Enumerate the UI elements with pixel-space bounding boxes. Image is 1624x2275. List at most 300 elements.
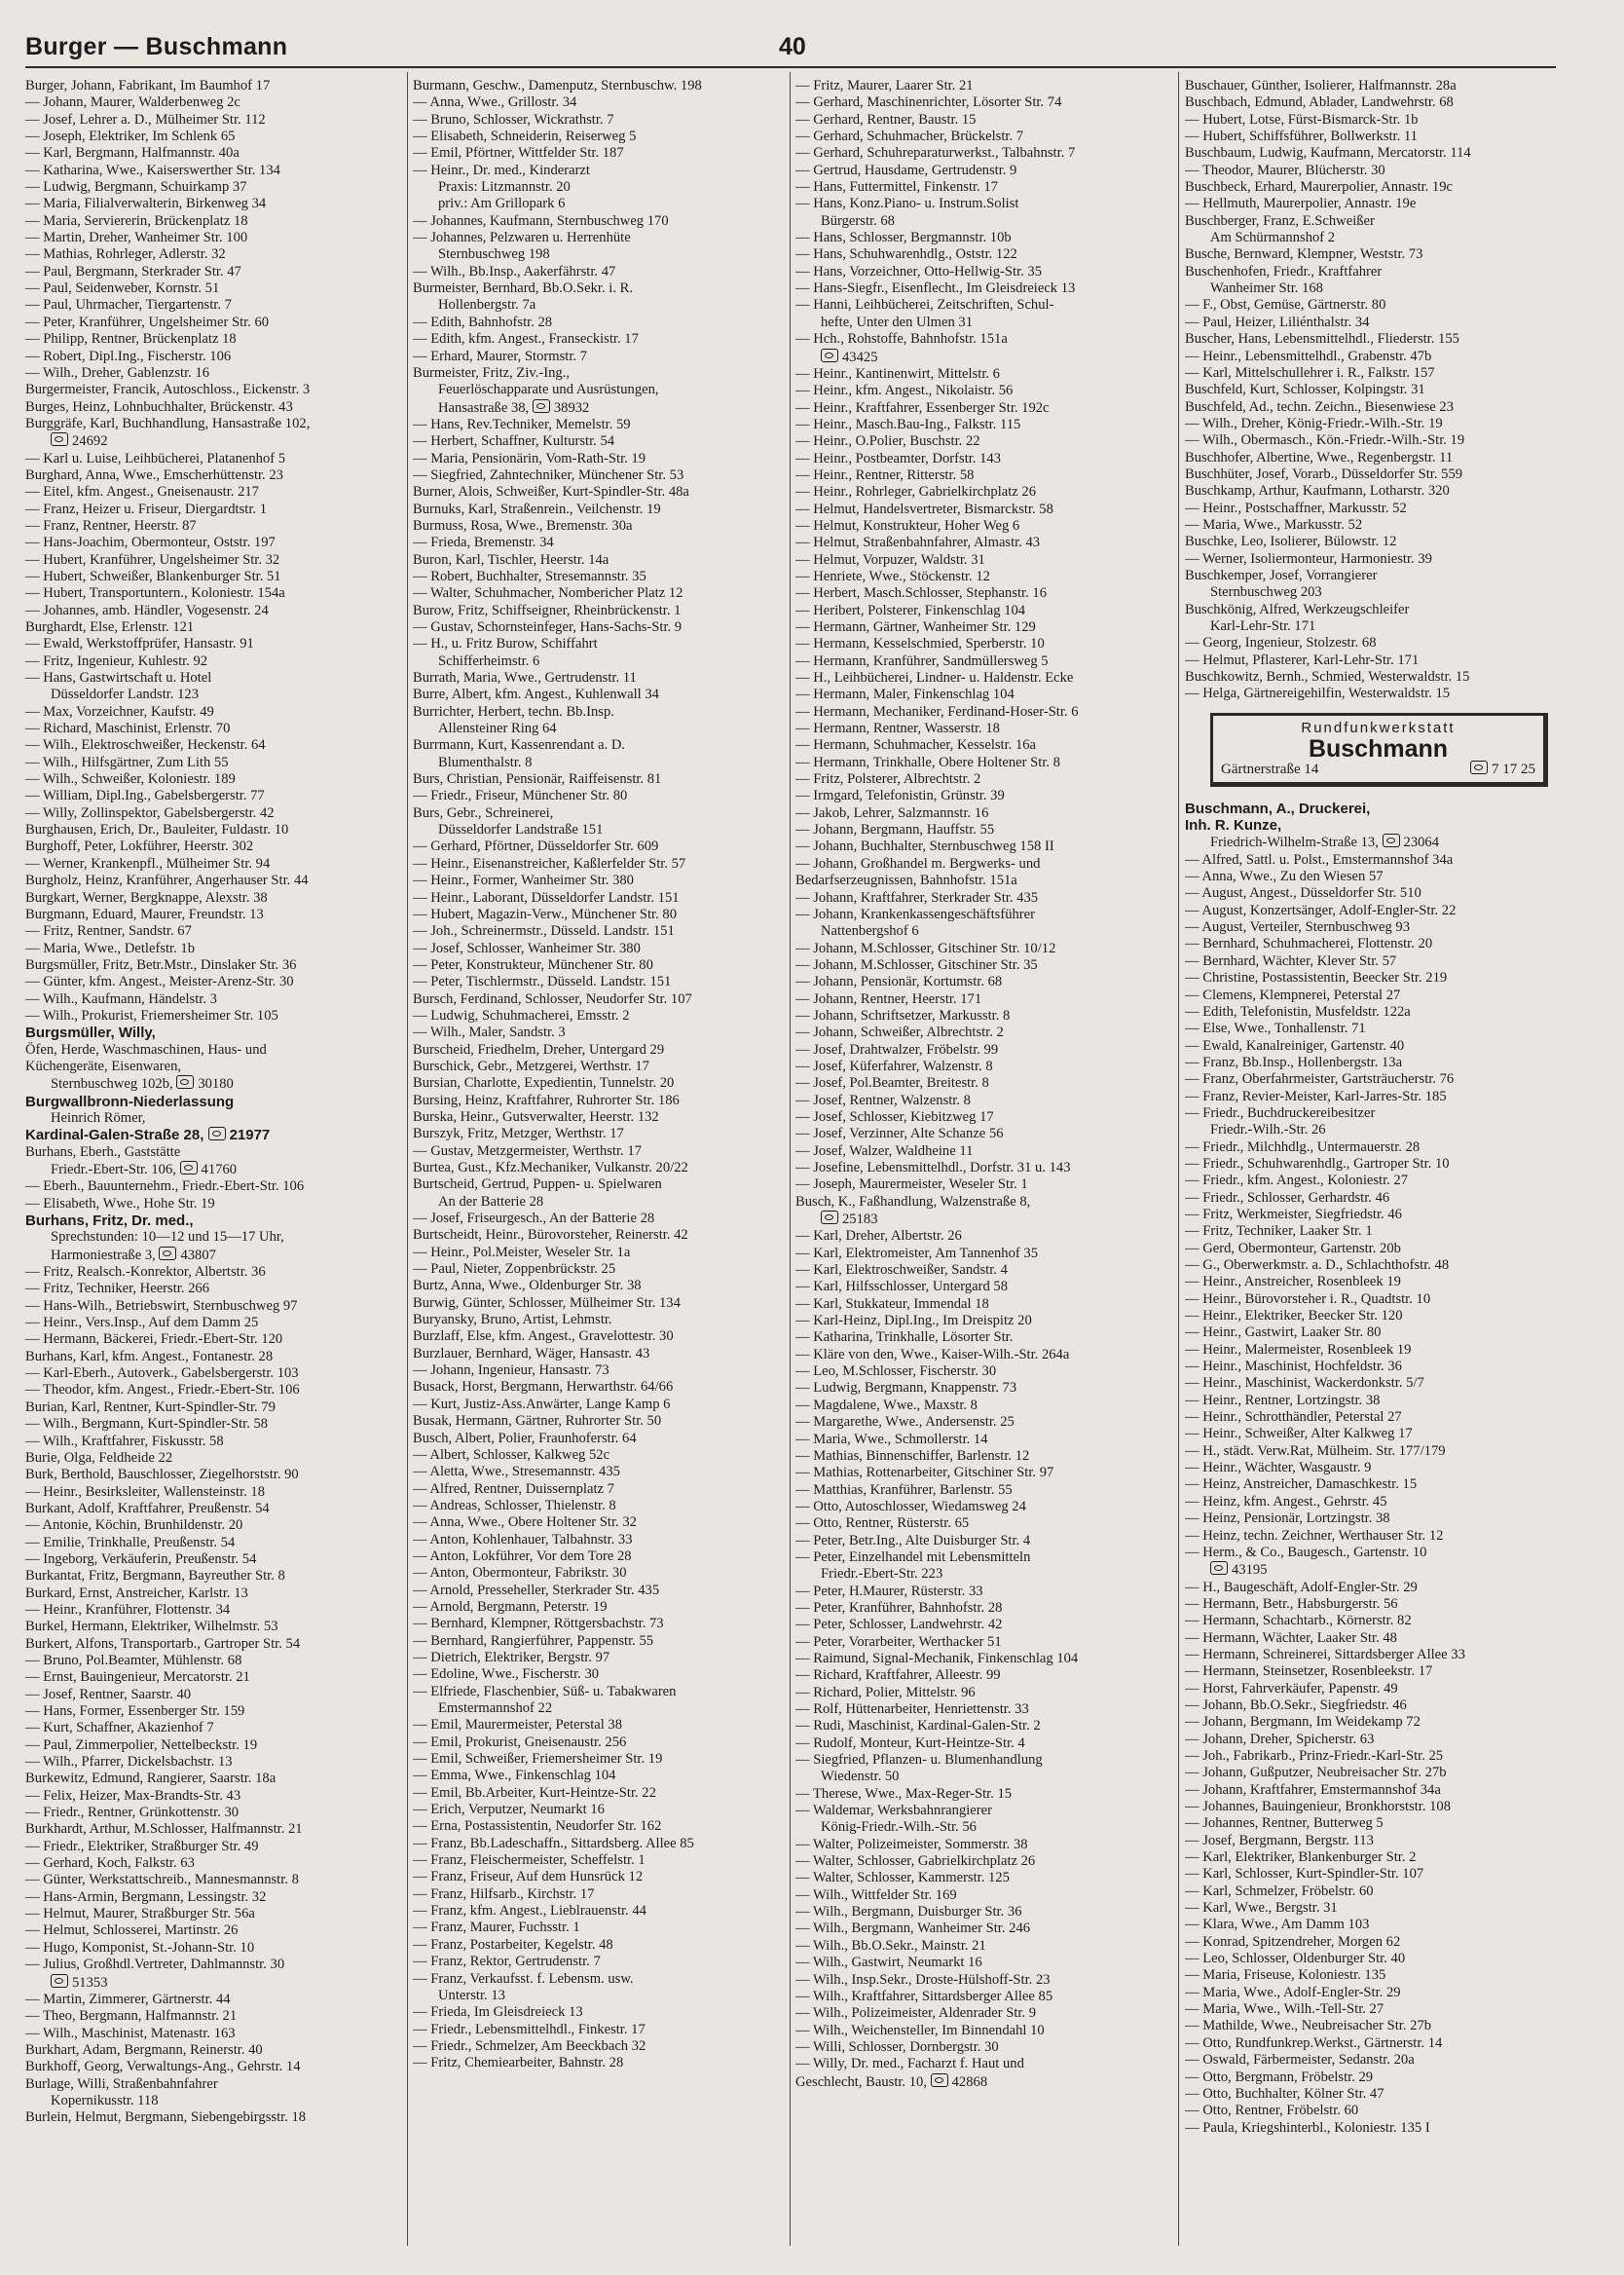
directory-entry: — Hans, Former, Essenberger Str. 159: [25, 1703, 245, 1719]
directory-entry: — Paul, Zimmerpolier, Nettelbeckstr. 19: [25, 1736, 258, 1753]
directory-entry: — Johann, Gußputzer, Neubreisacher Str. 27b: [1185, 1765, 1447, 1781]
directory-entry: Burhans, Eberh., Gaststätte: [25, 1143, 181, 1160]
directory-entry: Emstermannshof 22: [438, 1700, 553, 1716]
directory-entry: — Wilh., Wittfelder Str. 169: [795, 1886, 957, 1903]
directory-entry: — Johann, Buchhalter, Sternbuschweg 158 II: [795, 839, 1054, 855]
directory-entry: — Rudi, Maschinist, Kardinal-Galen-Str. 2: [795, 1718, 1041, 1734]
directory-entry: Düsseldorfer Landstr. 123: [51, 687, 199, 703]
directory-entry: Inh. R. Kunze,: [1185, 817, 1282, 835]
directory-entry: — Fritz, Chemiearbeiter, Bahnstr. 28: [413, 2055, 624, 2071]
directory-entry: — Gerhard, Schuhmacher, Brückelstr. 7: [795, 129, 1024, 145]
directory-entry: — Erna, Postassistentin, Neudorfer Str. 162: [413, 1818, 662, 1835]
directory-entry: — Heinr., Kraftfahrer, Essenberger Str. 192c: [795, 399, 1050, 416]
directory-entry: — Heinr., Pol.Meister, Weseler Str. 1a: [413, 1244, 631, 1260]
page-number: 40: [779, 33, 806, 60]
directory-entry: — Friedr., Rentner, Grünkottenstr. 30: [25, 1805, 240, 1821]
directory-entry: — Clemens, Klempnerei, Peterstal 27: [1185, 987, 1401, 1003]
directory-entry: — Wilh., Maler, Sandstr. 3: [413, 1025, 566, 1041]
directory-entry: Busche, Bernward, Klempner, Weststr. 73: [1185, 246, 1423, 263]
directory-entry: — Theodor, Maurer, Blücherstr. 30: [1185, 162, 1385, 178]
directory-entry: — August, Konzertsänger, Adolf-Engler-Str. 22: [1185, 902, 1457, 918]
telephone-icon: [176, 1075, 194, 1089]
directory-entry: — Gerhard, Koch, Falkstr. 63: [25, 1855, 195, 1872]
directory-entry: — Johann, Bb.O.Sekr., Siegfriedstr. 46: [1185, 1697, 1407, 1713]
directory-entry: — Karl u. Luise, Leihbücherei, Platanenhof 5: [25, 450, 286, 466]
directory-entry: — Robert, Dipl.Ing., Fischerstr. 106: [25, 348, 232, 364]
directory-entry: — Heribert, Polsterer, Finkenschlag 104: [795, 602, 1026, 618]
directory-entry: — Arnold, Bergmann, Peterstr. 19: [413, 1598, 608, 1615]
directory-entry: Burghardt, Else, Erlenstr. 121: [25, 619, 195, 635]
directory-entry: — Friedr., Lebensmittelhdl., Finkestr. 17: [413, 2021, 646, 2037]
directory-entry: — Aletta, Wwe., Stresemannstr. 435: [413, 1464, 620, 1480]
directory-entry: — Andreas, Schlosser, Thielenstr. 8: [413, 1497, 616, 1513]
directory-entry: — Ludwig, Bergmann, Knappenstr. 73: [795, 1380, 1017, 1397]
directory-entry: Buschbeck, Erhard, Maurerpolier, Annastr. 19c: [1185, 179, 1453, 196]
directory-entry: — Wilh., Maschinist, Matenastr. 163: [25, 2025, 236, 2041]
ad-line-1: Rundfunkwerkstatt: [1301, 719, 1456, 736]
directory-entry: — Heinr., Bürovorsteher i. R., Quadtstr. 10: [1185, 1290, 1431, 1307]
directory-entry: — Johann, Pensionär, Kortumstr. 68: [795, 974, 1003, 990]
directory-entry: 24692: [25, 432, 400, 450]
directory-entry: — Anna, Wwe., Obere Holtener Str. 32: [413, 1514, 637, 1531]
directory-entry: — Philipp, Rentner, Brückenplatz 18: [25, 331, 237, 348]
directory-entry: — Kläre von den, Wwe., Kaiser-Wilh.-Str. 264a: [795, 1346, 1070, 1362]
directory-entry: — Peter, Schlosser, Landwehrstr. 42: [795, 1617, 1003, 1633]
telephone-icon: [51, 1974, 68, 1988]
directory-entry: — Frieda, Bremenstr. 34: [413, 535, 554, 551]
directory-entry: Burgholz, Heinz, Kranführer, Angerhauser Str. 44: [25, 873, 309, 889]
directory-entry: — Helmut, Pflasterer, Karl-Lehr-Str. 171: [1185, 652, 1420, 668]
directory-entry: — Walter, Polizeimeister, Sommerstr. 38: [795, 1836, 1028, 1852]
directory-entry: — Edith, Telefonistin, Musfeldstr. 122a: [1185, 1003, 1411, 1020]
directory-entry: — Heinr., O.Polier, Buschstr. 22: [795, 433, 980, 450]
directory-entry: Buschberger, Franz, E.Schweißer: [1185, 212, 1375, 229]
directory-entry: — Maria, Wwe., Markusstr. 52: [1185, 516, 1363, 533]
directory-entry: Burkewitz, Edmund, Rangierer, Saarstr. 18a: [25, 1771, 277, 1787]
directory-entry: — Ludwig, Schuhmacherei, Emsstr. 2: [413, 1007, 630, 1024]
directory-entry: — Heinr., Anstreicher, Rosenbleek 19: [1185, 1274, 1401, 1290]
directory-entry: — Bernhard, Schuhmacherei, Flottenstr. 20: [1185, 936, 1433, 952]
directory-entry: Burgsmüller, Fritz, Betr.Mstr., Dinslaker Str. 36: [25, 956, 297, 973]
directory-entry: Burk, Berthold, Bauschlosser, Ziegelhorststr. 90: [25, 1467, 299, 1483]
directory-entry: — Therese, Wwe., Max-Reger-Str. 15: [795, 1785, 1013, 1802]
directory-entry: — Karl, Elektriker, Blankenburger Str. 2: [1185, 1849, 1417, 1866]
directory-entry: — Mathias, Binnenschiffer, Barlenstr. 12: [795, 1447, 1030, 1464]
directory-entry: — Fritz, Techniker, Heerstr. 266: [25, 1281, 210, 1297]
directory-entry: — Ewald, Werkstoffprüfer, Hansastr. 91: [25, 636, 254, 653]
directory-entry: — Elfriede, Flaschenbier, Süß- u. Tabakwaren: [413, 1683, 677, 1699]
directory-entry: — Franz, Fleischermeister, Scheffelstr. 1: [413, 1852, 646, 1869]
directory-entry: — Karl, Mittelschullehrer i. R., Falkstr. 157: [1185, 364, 1435, 381]
directory-entry: — Peter, Einzelhandel mit Lebensmitteln: [795, 1548, 1031, 1565]
directory-entry: priv.: Am Grillopark 6: [438, 196, 566, 212]
directory-entry: Sternbuschweg 203: [1210, 584, 1322, 601]
directory-entry: — Hans, Schuhwarenhdlg., Oststr. 122: [795, 246, 1017, 263]
directory-entry: — Peter, Betr.Ing., Alte Duisburger Str. 4: [795, 1532, 1031, 1548]
directory-entry: Burkert, Alfons, Transportarb., Gartroper Str. 54: [25, 1635, 301, 1652]
directory-entry: Burghoff, Peter, Lokführer, Heerstr. 302: [25, 839, 254, 855]
directory-entry: — Alfred, Rentner, Duissernplatz 7: [413, 1480, 614, 1497]
directory-entry: — Ludwig, Bergmann, Schuirkamp 37: [25, 179, 247, 196]
directory-entry: Burska, Heinr., Gutsverwalter, Heerstr. 132: [413, 1108, 659, 1125]
directory-entry: Kopernikusstr. 118: [51, 2092, 159, 2108]
directory-entry: — Christine, Postassistentin, Beecker Str. 219: [1185, 970, 1448, 987]
directory-entry: — Heinr., Maschinist, Wackerdonkstr. 5/7: [1185, 1375, 1424, 1392]
directory-entry: — Katharina, Wwe., Kaiserswerther Str. 134: [25, 162, 280, 178]
directory-entry: — Helmut, Straßenbahnfahrer, Almastr. 43: [795, 535, 1041, 551]
directory-entry: Buschhüter, Josef, Vorarb., Düsseldorfer Str. 559: [1185, 466, 1463, 482]
directory-entry: Buschkemper, Josef, Vorrangierer: [1185, 567, 1378, 583]
directory-entry: — Hubert, Schweißer, Blankenburger Str. 51: [25, 568, 281, 584]
directory-entry: — Edith, Bahnhofstr. 28: [413, 314, 553, 330]
directory-entry: Bedarfserzeugnissen, Bahnhofstr. 151a: [795, 873, 1017, 889]
directory-entry: — Heinr., Laborant, Düsseldorfer Landstr. 151: [413, 889, 680, 906]
directory-entry: Buschfeld, Ad., techn. Zeichn., Biesenwiese 23: [1185, 398, 1454, 415]
directory-entry: — Maria, Wwe., Detlefstr. 1b: [25, 940, 195, 956]
directory-entry: — Franz, Bb.Ladeschaffn., Sittardsberg. Allee 85: [413, 1835, 694, 1851]
directory-entry: — Ewald, Kanalreiniger, Gartenstr. 40: [1185, 1037, 1405, 1054]
directory-entry: — Emil, Schweißer, Friemersheimer Str. 19: [413, 1751, 663, 1768]
directory-entry: — Mathias, Rottenarbeiter, Gitschiner Str. 97: [795, 1465, 1054, 1481]
directory-entry: — Katharina, Trinkhalle, Lösorter Str.: [795, 1329, 1014, 1346]
directory-entry: — Hans, Konz.Piano- u. Instrum.Solist: [795, 196, 1019, 212]
directory-entry: Buschhofer, Albertine, Wwe., Regenbergstr. 11: [1185, 449, 1454, 466]
directory-entry: Kardinal-Galen-Straße 28, 21977: [25, 1127, 271, 1144]
directory-entry: Bursch, Ferdinand, Schlosser, Neudorfer Str. 107: [413, 990, 692, 1007]
directory-entry: — Johann, Schriftsetzer, Markusstr. 8: [795, 1007, 1011, 1024]
directory-entry: — August, Verteiler, Sternbuschweg 93: [1185, 919, 1410, 936]
directory-entry: — Karl, Wwe., Bergstr. 31: [1185, 1900, 1338, 1917]
directory-entry: Burhans, Karl, kfm. Angest., Fontanestr. 28: [25, 1348, 274, 1364]
directory-entry: — Johannes, Pelzwaren u. Herrenhüte: [413, 230, 631, 246]
directory-entry: Burtscheid, Gertrud, Puppen- u. Spielwaren: [413, 1176, 662, 1193]
directory-entry: — Bernhard, Klempner, Röttgersbachstr. 73: [413, 1616, 664, 1632]
directory-entry: — Edoline, Wwe., Fischerstr. 30: [413, 1666, 600, 1683]
directory-entry: — Maria, Pensionärin, Vom-Rath-Str. 19: [413, 450, 646, 466]
directory-entry: — H., städt. Verw.Rat, Mülheim. Str. 177/179: [1185, 1442, 1446, 1459]
directory-entry: — Heinr., Besirksleiter, Wallensteinstr. 18: [25, 1483, 266, 1500]
directory-entry: Burkhardt, Arthur, M.Schlosser, Halfmannstr. 21: [25, 1821, 303, 1838]
directory-entry: Burkard, Ernst, Anstreicher, Karlstr. 13: [25, 1585, 248, 1601]
directory-entry: — Wilh., Hilfsgärtner, Zum Lith 55: [25, 754, 229, 770]
directory-entry: Sprechstunden: 10—12 und 15—17 Uhr,: [51, 1229, 284, 1246]
directory-entry: — Josef, Rentner, Walzenstr. 8: [795, 1092, 971, 1108]
directory-entry: Burian, Karl, Rentner, Kurt-Spindler-Str. 79: [25, 1399, 276, 1415]
ad-line-4: 7 17 25: [1492, 761, 1535, 777]
directory-entry: Buschbaum, Ludwig, Kaufmann, Mercatorstr. 114: [1185, 145, 1471, 162]
directory-entry: — Edith, kfm. Angest., Franseckistr. 17: [413, 331, 639, 348]
directory-entry: — Eitel, kfm. Angest., Gneisenaustr. 217: [25, 484, 259, 501]
directory-entry: — Klara, Wwe., Am Damm 103: [1185, 1917, 1370, 1933]
directory-entry: — Joseph, Elektriker, Im Schlenk 65: [25, 129, 236, 145]
directory-entry: — Wilh., Bb.O.Sekr., Mainstr. 21: [795, 1937, 986, 1954]
directory-entry: — Hubert, Kranführer, Ungelsheimer Str. 32: [25, 551, 280, 568]
directory-entry: — Heinz, Anstreicher, Damaschkestr. 15: [1185, 1476, 1418, 1493]
telephone-icon: [208, 1127, 226, 1140]
directory-entry: — Paul, Heizer, Liliénthalstr. 34: [1185, 314, 1370, 330]
directory-entry: — Rolf, Hüttenarbeiter, Henriettenstr. 33: [795, 1701, 1029, 1717]
directory-entry: Wiedenstr. 50: [821, 1769, 900, 1785]
directory-entry: Nattenbergshof 6: [821, 923, 919, 940]
directory-entry: — Karl, Stukkateur, Immendal 18: [795, 1295, 989, 1312]
directory-entry: — Heinr., Kantinenwirt, Mittelstr. 6: [795, 365, 1000, 382]
directory-entry: — Hermann, Kesselschmied, Sperberstr. 10: [795, 636, 1045, 653]
directory-entry: Praxis: Litzmannstr. 20: [438, 179, 571, 196]
directory-column-2: [413, 78, 788, 2072]
directory-entry: — Mathias, Rohrleger, Adlerstr. 32: [25, 246, 226, 263]
directory-entry: — Eberh., Bauunternehm., Friedr.-Ebert-Str. 106: [25, 1178, 305, 1195]
directory-entry: — Heinr., Masch.Bau-Ing., Falkstr. 115: [795, 416, 1021, 432]
directory-entry: — Hermann, Kranführer, Sandmüllersweg 5: [795, 653, 1049, 669]
directory-entry: — Fritz, Techniker, Laaker Str. 1: [1185, 1223, 1373, 1240]
directory-entry: — Willy, Dr. med., Facharzt f. Haut und: [795, 2056, 1024, 2072]
directory-entry: Buschke, Leo, Isolierer, Bülowstr. 12: [1185, 534, 1397, 550]
directory-entry: — Maria, Wwe., Adolf-Engler-Str. 29: [1185, 1984, 1401, 2000]
directory-entry: — Heinz, kfm. Angest., Gehrstr. 45: [1185, 1493, 1387, 1510]
directory-entry: König-Friedr.-Wilh.-Str. 56: [821, 1819, 977, 1836]
directory-entry: — Walter, Schuhmacher, Nombericher Platz 12: [413, 585, 683, 602]
directory-entry: Burrmann, Kurt, Kassenrendant a. D.: [413, 737, 626, 754]
telephone-icon: [931, 2073, 948, 2087]
directory-entry: — Wilh., Polizeimeister, Aldenrader Str. 9: [795, 2005, 1037, 2022]
directory-entry: Burow, Fritz, Schiffseigner, Rheinbrückenstr. 1: [413, 602, 682, 618]
directory-entry: — Gerhard, Schuhreparaturwerkst., Talbahnstr. 7: [795, 145, 1076, 162]
directory-entry: — Gertrud, Hausdame, Gertrudenstr. 9: [795, 162, 1017, 178]
directory-entry: Burgsmüller, Willy,: [25, 1025, 156, 1042]
directory-entry: — Heinr., Maschinist, Hochfeldstr. 36: [1185, 1359, 1402, 1375]
directory-entry: — Maria, Filialverwalterin, Birkenweg 34: [25, 196, 267, 212]
header-rule: [25, 66, 1556, 68]
directory-entry: — Wilh., Elektroschweißer, Heckenstr. 64: [25, 737, 266, 754]
directory-entry: — Heinr., Former, Wanheimer Str. 380: [413, 873, 634, 889]
directory-entry: Burie, Olga, Feldheide 22: [25, 1449, 173, 1466]
directory-entry: Burwig, Günter, Schlosser, Mülheimer Str. 134: [413, 1294, 681, 1311]
directory-entry: Burre, Albert, kfm. Angest., Kuhlenwall 34: [413, 687, 659, 703]
directory-entry: — Hans, Rev.Techniker, Memelstr. 59: [413, 416, 631, 432]
directory-entry: — Otto, Buchhalter, Kölner Str. 47: [1185, 2085, 1384, 2102]
directory-entry: Burkhart, Adam, Bergmann, Reinerstr. 40: [25, 2041, 263, 2058]
directory-entry: Burtscheidt, Heinr., Bürovorsteher, Reinerstr. 42: [413, 1227, 688, 1244]
directory-entry: Burmeister, Fritz, Ziv.-Ing.,: [413, 364, 570, 381]
directory-entry: — Joh., Schreinermstr., Düsseld. Landstr. 151: [413, 923, 675, 940]
directory-entry: — Paul, Seidenweber, Kornstr. 51: [25, 280, 220, 297]
directory-entry: — Siegfried, Pflanzen- u. Blumenhandlung: [795, 1752, 1043, 1769]
directory-entry: — Wilh., Pfarrer, Dickelsbachstr. 13: [25, 1754, 233, 1771]
column-divider: [790, 72, 791, 2246]
directory-entry: — Josef, Drahtwalzer, Fröbelstr. 99: [795, 1041, 999, 1058]
directory-entry: — Otto, Rentner, Fröbelstr. 60: [1185, 2103, 1359, 2119]
directory-entry: — H., Leihbücherei, Lindner- u. Haldenstr. Ecke: [795, 670, 1074, 687]
directory-entry: — Hans-Siegfr., Eisenflecht., Im Gleisdreieck 13: [795, 280, 1076, 297]
directory-entry: — Josef, Schlosser, Wanheimer Str. 380: [413, 940, 641, 956]
directory-entry: — Hans-Joachim, Obermonteur, Oststr. 197: [25, 535, 276, 551]
directory-entry: — Otto, Bergmann, Fröbelstr. 29: [1185, 2069, 1374, 2085]
directory-entry: Burszyk, Fritz, Metzger, Werthstr. 17: [413, 1126, 624, 1142]
directory-entry: — Richard, Polier, Mittelstr. 96: [795, 1684, 976, 1700]
directory-entry: — Gustav, Schornsteinfeger, Hans-Sachs-Str. 9: [413, 619, 683, 635]
directory-entry: 43195: [1185, 1561, 1560, 1579]
directory-entry: Burs, Gebr., Schreinerei,: [413, 804, 554, 821]
directory-entry: — Hch., Rohstoffe, Bahnhofstr. 151a: [795, 331, 1008, 348]
directory-entry: — Heinz, Pensionär, Lortzingstr. 38: [1185, 1510, 1390, 1527]
directory-entry: — Gerhard, Rentner, Baustr. 15: [795, 111, 977, 128]
directory-entry: — Margarethe, Wwe., Andersenstr. 25: [795, 1414, 1015, 1431]
directory-entry: — Else, Wwe., Tonhallenstr. 71: [1185, 1021, 1366, 1037]
directory-entry: Harmoniestraße 3, 43807: [51, 1247, 216, 1263]
directory-entry: — Karl, Dreher, Albertstr. 26: [795, 1228, 962, 1245]
directory-entry: — Martin, Dreher, Wanheimer Str. 100: [25, 230, 248, 246]
directory-entry: Heinrich Römer,: [51, 1109, 146, 1126]
directory-entry: — Dietrich, Elektriker, Bergstr. 97: [413, 1649, 610, 1665]
directory-entry: Burkant, Adolf, Kraftfahrer, Preußenstr. 54: [25, 1500, 270, 1516]
directory-entry: Burges, Heinz, Lohnbuchhalter, Brückenstr. 43: [25, 398, 293, 415]
directory-entry: — Johann, Maurer, Walderbenweg 2c: [25, 94, 240, 111]
directory-entry: — G., Oberwerkmstr. a. D., Schlachthofstr. 48: [1185, 1257, 1450, 1273]
directory-entry: — Karl, Elektroschweißer, Sandstr. 4: [795, 1262, 1008, 1279]
directory-entry: — Willi, Schlosser, Dornbergstr. 30: [795, 2038, 999, 2055]
directory-entry: — Heinr., Kranführer, Flottenstr. 34: [25, 1601, 231, 1618]
directory-entry: Burger, Johann, Fabrikant, Im Baumhof 17: [25, 78, 271, 93]
directory-entry: — Emilie, Trinkhalle, Preußenstr. 54: [25, 1534, 236, 1550]
telephone-icon: [180, 1161, 198, 1175]
directory-entry: — Hanni, Leihbücherei, Zeitschriften, Schul-: [795, 297, 1054, 314]
directory-entry: — Richard, Kraftfahrer, Alleestr. 99: [795, 1667, 1001, 1684]
directory-entry: — Josef, Verzinner, Alte Schanze 56: [795, 1126, 1004, 1142]
directory-entry: — Jakob, Lehrer, Salzmannstr. 16: [795, 804, 989, 821]
directory-entry: — Bruno, Pol.Beamter, Mühlenstr. 68: [25, 1652, 242, 1668]
directory-entry: — Heinr., Rentner, Lortzingstr. 38: [1185, 1392, 1381, 1408]
directory-entry: Buscher, Hans, Lebensmittelhdl., Fliederstr. 155: [1185, 331, 1459, 348]
directory-entry: — Maria, Wwe., Schmollerstr. 14: [795, 1431, 988, 1447]
directory-entry: — Fritz, Realsch.-Konrektor, Albertstr. 36: [25, 1264, 266, 1281]
directory-entry: — Hans-Wilh., Betriebswirt, Sternbuschweg 97: [25, 1297, 298, 1314]
ad-line-2: Buschmann: [1308, 734, 1449, 763]
directory-entry: — Johann, Bergmann, Im Weidekamp 72: [1185, 1714, 1421, 1731]
directory-entry: — Joh., Fabrikarb., Prinz-Friedr.-Karl-Str. 25: [1185, 1747, 1444, 1764]
page-header: [25, 33, 1556, 66]
directory-entry: — Wilh., Dreher, König-Friedr.-Wilh.-Str. 19: [1185, 415, 1443, 431]
telephone-icon: [1383, 834, 1400, 847]
directory-entry: Buschauer, Günther, Isolierer, Halfmannstr. 28a: [1185, 78, 1457, 93]
directory-entry: — Helmut, Handelsvertreter, Bismarckstr. 58: [795, 501, 1053, 517]
directory-entry: Friedr.-Ebert-Str. 106, 41760: [51, 1162, 238, 1177]
directory-entry: — Maria, Serviererin, Brückenplatz 18: [25, 212, 248, 229]
directory-entry: — Franz, Rektor, Gertrudenstr. 7: [413, 1954, 601, 1970]
directory-entry: — Rudolf, Monteur, Kurt-Heintze-Str. 4: [795, 1734, 1025, 1751]
directory-entry: — Hermann, Schachtarb., Körnerstr. 82: [1185, 1613, 1412, 1629]
directory-entry: — Peter, Kranführer, Ungelsheimer Str. 60: [25, 314, 270, 330]
directory-entry: — Franz, Revier-Meister, Karl-Jarres-Str. 185: [1185, 1088, 1447, 1104]
directory-entry: Busch, Albert, Polier, Fraunhoferstr. 64: [413, 1430, 637, 1446]
directory-entry: Burner, Alois, Schweißer, Kurt-Spindler-Str. 48a: [413, 484, 689, 501]
directory-entry: — Matthias, Kranführer, Barlenstr. 55: [795, 1481, 1013, 1498]
directory-entry: — Hermann, Maler, Finkenschlag 104: [795, 687, 1015, 703]
directory-entry: — Bernhard, Rangierführer, Pappenstr. 55: [413, 1632, 654, 1649]
directory-column-4-top: [1185, 78, 1560, 703]
column-divider: [1178, 72, 1179, 2246]
directory-entry: — Johann, Schweißer, Albrechtstr. 2: [795, 1025, 1004, 1041]
directory-entry: Burghausen, Erich, Dr., Bauleiter, Fuldastr. 10: [25, 822, 289, 839]
directory-entry: Blumenthalstr. 8: [438, 754, 533, 770]
directory-column-4: [1185, 78, 1560, 2137]
directory-entry: 25183: [795, 1211, 1170, 1228]
directory-entry: — Heinr., Schweißer, Alter Kalkweg 17: [1185, 1426, 1413, 1442]
directory-entry: Burrichter, Herbert, techn. Bb.Insp.: [413, 703, 614, 720]
directory-entry: Burmuss, Rosa, Wwe., Bremenstr. 30a: [413, 517, 633, 534]
directory-entry: — Josef, Lehrer a. D., Mülheimer Str. 112: [25, 111, 266, 128]
directory-entry: — Anton, Lokführer, Vor dem Tore 28: [413, 1548, 632, 1564]
directory-entry: — F., Obst, Gemüse, Gärtnerstr. 80: [1185, 297, 1386, 314]
directory-entry: Burs, Christian, Pensionär, Raiffeisenstr. 81: [413, 771, 662, 788]
directory-entry: — Otto, Autoschlosser, Wiedamsweg 24: [795, 1498, 1026, 1514]
directory-entry: Burkhoff, Georg, Verwaltungs-Ang., Gehrstr. 14: [25, 2059, 301, 2075]
directory-entry: — Walter, Schlosser, Gabrielkirchplatz 26: [795, 1853, 1036, 1870]
directory-entry: — Hermann, Schreinerei, Sittardsberger Allee 33: [1185, 1646, 1465, 1662]
directory-entry: — Josef, Küferfahrer, Walzenstr. 8: [795, 1058, 993, 1074]
telephone-icon: [821, 1211, 838, 1224]
directory-entry: — Wilh., Bergmann, Duisburger Str. 36: [795, 1904, 1022, 1921]
directory-entry: — Josefine, Lebensmittelhdl., Dorfstr. 31 u. 143: [795, 1160, 1071, 1175]
directory-entry: — Franz, Heizer u. Friseur, Diergardtstr. 1: [25, 501, 267, 517]
directory-entry: — Fritz, Rentner, Sandstr. 67: [25, 923, 192, 940]
directory-entry: — Bruno, Schlosser, Wickrathstr. 7: [413, 111, 614, 128]
directory-entry: — Hermann, Steinsetzer, Rosenbleekstr. 17: [1185, 1663, 1433, 1680]
directory-entry: — William, Dipl.Ing., Gabelsbergerstr. 77: [25, 788, 265, 804]
directory-entry: — Hubert, Transportuntern., Koloniestr. 154a: [25, 585, 285, 602]
directory-entry: Burgermeister, Francik, Autoschloss., Eickenstr. 3: [25, 382, 311, 398]
directory-entry: — Heinr., Elektriker, Beecker Str. 120: [1185, 1308, 1403, 1324]
directory-entry: — Julius, Großhdl.Vertreter, Dahlmannstr. 30: [25, 1957, 285, 1973]
directory-entry: — Werner, Krankenpfl., Mülheimer Str. 94: [25, 855, 271, 872]
directory-entry: — Friedr., Buchdruckereibesitzer: [1185, 1104, 1376, 1121]
directory-entry: — Johannes, amb. Händler, Vogesenstr. 24: [25, 602, 269, 618]
directory-entry: — Siegfried, Zahntechniker, Münchener Str. 53: [413, 466, 684, 483]
directory-entry: — Heinr., Gastwirt, Laaker Str. 80: [1185, 1324, 1382, 1341]
directory-entry: — Johann, Ingenieur, Hansastr. 73: [413, 1362, 609, 1379]
directory-entry: Öfen, Herde, Waschmaschinen, Haus- und: [25, 1041, 267, 1058]
directory-entry: — Wilh., Bergmann, Wanheimer Str. 246: [795, 1921, 1031, 1937]
directory-entry: — Elisabeth, Schneiderin, Reiserweg 5: [413, 129, 637, 145]
directory-entry: — Helmut, Konstrukteur, Hoher Weg 6: [795, 517, 1020, 534]
directory-entry: — Hermann, Rentner, Wasserstr. 18: [795, 721, 1000, 737]
directory-entry: — Wilh., Dreher, Gablenzstr. 16: [25, 364, 210, 381]
directory-entry: — Johann, Großhandel m. Bergwerks- und: [795, 855, 1041, 872]
directory-entry: Burlein, Helmut, Bergmann, Siebengebirgsstr. 18: [25, 2109, 307, 2126]
directory-entry: Busack, Horst, Bergmann, Herwarthstr. 64/66: [413, 1379, 674, 1396]
directory-entry: — Herbert, Schaffner, Kulturstr. 54: [413, 433, 615, 450]
directory-entry: — Heinr., Lebensmittelhdl., Grabenstr. 47b: [1185, 348, 1432, 364]
directory-column-4-bottom: [1185, 801, 1560, 2137]
directory-entry: Burtz, Anna, Wwe., Oldenburger Str. 38: [413, 1278, 642, 1294]
directory-entry: — Anton, Kohlenhauer, Talbahnstr. 33: [413, 1531, 633, 1548]
directory-entry: — Emil, Bb.Arbeiter, Kurt-Heintze-Str. 22: [413, 1784, 656, 1801]
telephone-icon: [51, 432, 68, 446]
directory-entry: Friedr.-Wilh.-Str. 26: [1210, 1122, 1326, 1138]
directory-entry: — Hermann, Gärtner, Wanheimer Str. 129: [795, 619, 1036, 635]
directory-entry: Unterstr. 13: [438, 1987, 505, 2003]
directory-entry: — Wilh., Weichensteller, Im Binnendahl 10: [795, 2022, 1045, 2038]
directory-entry: — Erich, Verputzer, Neumarkt 16: [413, 1802, 605, 1818]
directory-entry: — Richard, Maschinist, Erlenstr. 70: [25, 721, 231, 737]
directory-entry: — Johann, Kraftfahrer, Emstermannshof 34a: [1185, 1781, 1441, 1798]
directory-entry: — Wilh., Kraftfahrer, Fiskusstr. 58: [25, 1433, 224, 1449]
directory-entry: — Johann, Dreher, Spicherstr. 63: [1185, 1731, 1375, 1747]
directory-entry: — Martin, Zimmerer, Gärtnerstr. 44: [25, 1991, 231, 2007]
directory-entry: — Heinr., Malermeister, Rosenbleek 19: [1185, 1341, 1412, 1358]
directory-entry: Burghard, Anna, Wwe., Emscherhüttenstr. 23: [25, 466, 283, 483]
directory-entry: Am Schürmannshof 2: [1210, 230, 1336, 246]
directory-entry: — Paul, Bergmann, Sterkrader Str. 47: [25, 263, 241, 280]
